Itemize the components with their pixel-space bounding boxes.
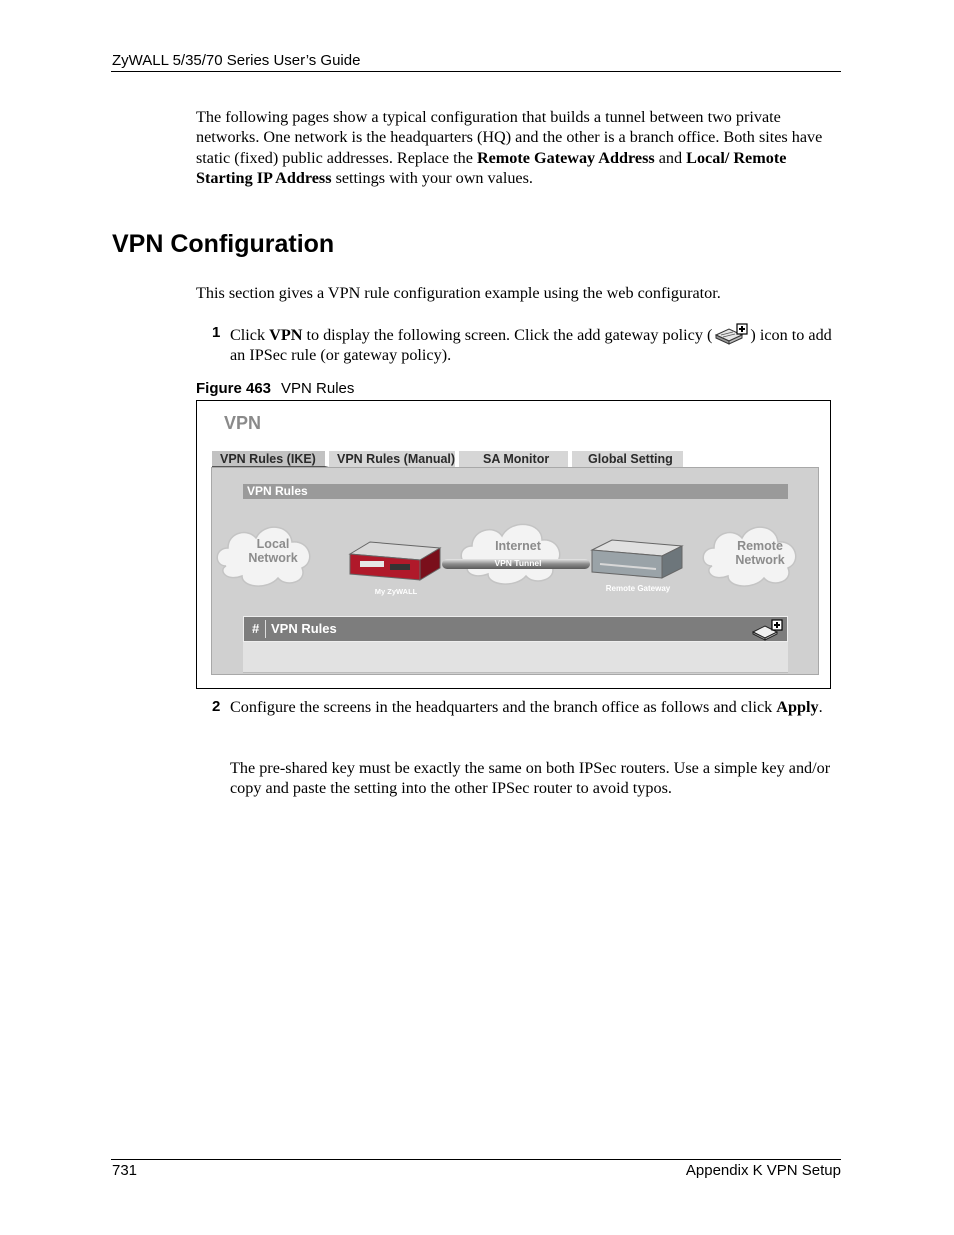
- tab-vpn-rules-ike[interactable]: VPN Rules (IKE): [212, 451, 329, 467]
- intro-text-1: The following pages show a typical configuration that builds a tunnel between two private networks. One network is the headquarters (HQ) and the other is a branch office. Both sites have static (fixed) public addresses. Replace the: [196, 108, 823, 167]
- vpn-rules-table-header: [243, 616, 788, 642]
- add-gateway-policy-button[interactable]: [751, 619, 783, 641]
- column-number: #: [252, 621, 260, 636]
- internet-cloud-icon: [461, 524, 559, 584]
- remote-network-label-2: Network: [735, 553, 785, 567]
- intro-text-3: settings with your own values.: [331, 169, 533, 188]
- intro-text-2: and: [654, 148, 687, 167]
- step-2-text-1: Configure the screens in the headquarters and the branch office as follows and click: [230, 698, 777, 716]
- step-1-body: [230, 323, 836, 366]
- step-1-text-2: to display the following screen. Click the add gateway policy (: [302, 326, 713, 344]
- local-network-label-1: Local: [256, 537, 290, 551]
- my-zywall-label: My ZyWALL: [374, 587, 418, 596]
- section-intro: This section gives a VPN rule configuration example using the web configurator.: [196, 284, 721, 302]
- step-1: [196, 323, 836, 366]
- step-1-bold: VPN: [269, 326, 303, 344]
- intro-bold-2: Local/ Remote Starting IP Address: [196, 148, 787, 188]
- tab-global-setting[interactable]: Global Setting: [572, 451, 687, 467]
- step-2-body: [230, 697, 836, 717]
- my-zywall-router-icon: [350, 542, 440, 580]
- step-1-number: 1: [212, 324, 221, 341]
- step-1-text-1: Click: [230, 326, 270, 344]
- remote-gateway-label: Remote Gateway: [605, 584, 671, 593]
- internet-label: Internet: [495, 539, 541, 553]
- intro-bold-1: Remote Gateway Address: [476, 148, 655, 167]
- vpn-rules-table-body: [243, 642, 788, 673]
- footer-rule: [111, 1159, 841, 1160]
- vpn-rules-panel: [211, 467, 819, 675]
- figure-caption-text: VPN Rules: [281, 380, 355, 397]
- step-2: [196, 697, 836, 717]
- tab-bar: [212, 451, 687, 467]
- vpn-tunnel-label: VPN Tunnel: [494, 558, 542, 568]
- intro-paragraph: [196, 107, 836, 189]
- step-2-number: 2: [212, 698, 221, 715]
- page-number: 731: [112, 1162, 138, 1179]
- vpn-topology-diagram: [212, 508, 818, 608]
- step-2-note: [196, 758, 836, 799]
- footer-section-title: Appendix K VPN Setup: [685, 1162, 841, 1179]
- remote-gateway-router-icon: [592, 540, 682, 578]
- step-1-text-3: ) icon to add an IPSec rule (or gateway policy).: [230, 326, 832, 365]
- running-header: ZyWALL 5/35/70 Series User’s Guide: [112, 52, 361, 69]
- column-vpn-rules: VPN Rules: [271, 621, 337, 636]
- column-separator: [265, 620, 266, 638]
- remote-network-label-1: Remote: [737, 539, 783, 553]
- local-network-label-2: Network: [248, 551, 298, 565]
- vpn-rules-table: [243, 616, 788, 672]
- vpn-rules-screenshot: [196, 400, 831, 689]
- figure-caption: [196, 380, 354, 397]
- step-2-bold: Apply: [776, 698, 819, 716]
- step-2-note-text: The pre-shared key must be exactly the same on both IPSec routers. Use a simple key and/or copy and paste the setting into the other IPSec router to avoid typos.: [230, 759, 831, 798]
- tab-vpn-rules-manual[interactable]: VPN Rules (Manual): [329, 451, 459, 467]
- tab-sa-monitor[interactable]: SA Monitor: [459, 451, 572, 467]
- vpn-screen-title: VPN: [224, 413, 262, 433]
- panel-header: VPN Rules: [243, 484, 788, 499]
- step-2-text-2: .: [818, 698, 823, 716]
- header-rule: [111, 71, 841, 72]
- figure-label: Figure 463: [196, 380, 272, 397]
- section-title: VPN Configuration: [112, 230, 335, 258]
- add-gateway-policy-icon: [713, 323, 749, 345]
